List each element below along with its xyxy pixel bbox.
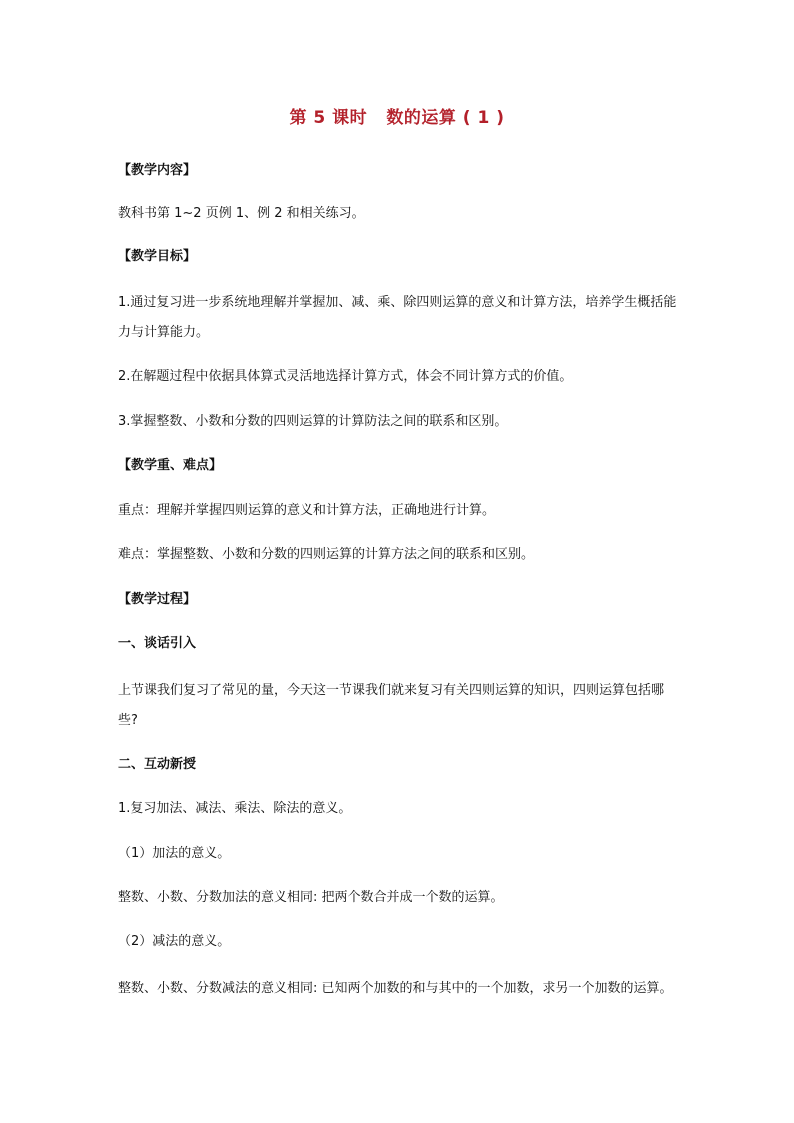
- difficulty-text: 难点：掌握整数、小数和分数的四则运算的计算方法之间的联系和区别。: [118, 547, 535, 562]
- goal-item-1: 1.通过复习进一步系统地理解并掌握加、减、乘、除四则运算的意义和计算方法，培养学生概括能力与计算能力。: [118, 295, 677, 340]
- section-heading-goals: 【教学目标】: [118, 249, 197, 264]
- sub2-text: 整数、小数、分数减法的意义相同: 已知两个加数的和与其中的一个加数，求另一个加数的运算。: [118, 981, 673, 996]
- sub1-text: 整数、小数、分数加法的意义相同: 把两个数合并成一个数的运算。: [118, 890, 504, 905]
- part2-heading: 二、互动新授: [118, 757, 197, 772]
- section-heading-keypoints: 【教学重、难点】: [118, 458, 223, 473]
- step1-text: 1.复习加法、减法、乘法、除法的意义。: [118, 801, 352, 816]
- page-title: 第 5 课时 数的运算 ( 1 ): [289, 108, 505, 128]
- section-heading-process: 【教学过程】: [118, 592, 197, 607]
- sub2-heading: （2）减法的意义。: [118, 934, 231, 949]
- keypoint-text: 重点：理解并掌握四则运算的意义和计算方法，正确地进行计算。: [118, 503, 496, 518]
- part1-heading: 一、谈话引入: [118, 636, 197, 651]
- sub1-heading: （1）加法的意义。: [118, 846, 231, 861]
- goal-item-3: 3.掌握整数、小数和分数的四则运算的计算防法之间的联系和区别。: [118, 414, 508, 429]
- part1-text: 上节课我们复习了常见的量，今天这一节课我们就来复习有关四则运算的知识，四则运算包括哪些?: [118, 683, 665, 728]
- section-heading-content: 【教学内容】: [118, 163, 197, 178]
- content-text: 教科书第 1~2 页例 1、例 2 和相关练习。: [118, 206, 365, 221]
- goal-item-2: 2.在解题过程中依据具体算式灵活地选择计算方式，体会不同计算方式的价值。: [118, 369, 573, 384]
